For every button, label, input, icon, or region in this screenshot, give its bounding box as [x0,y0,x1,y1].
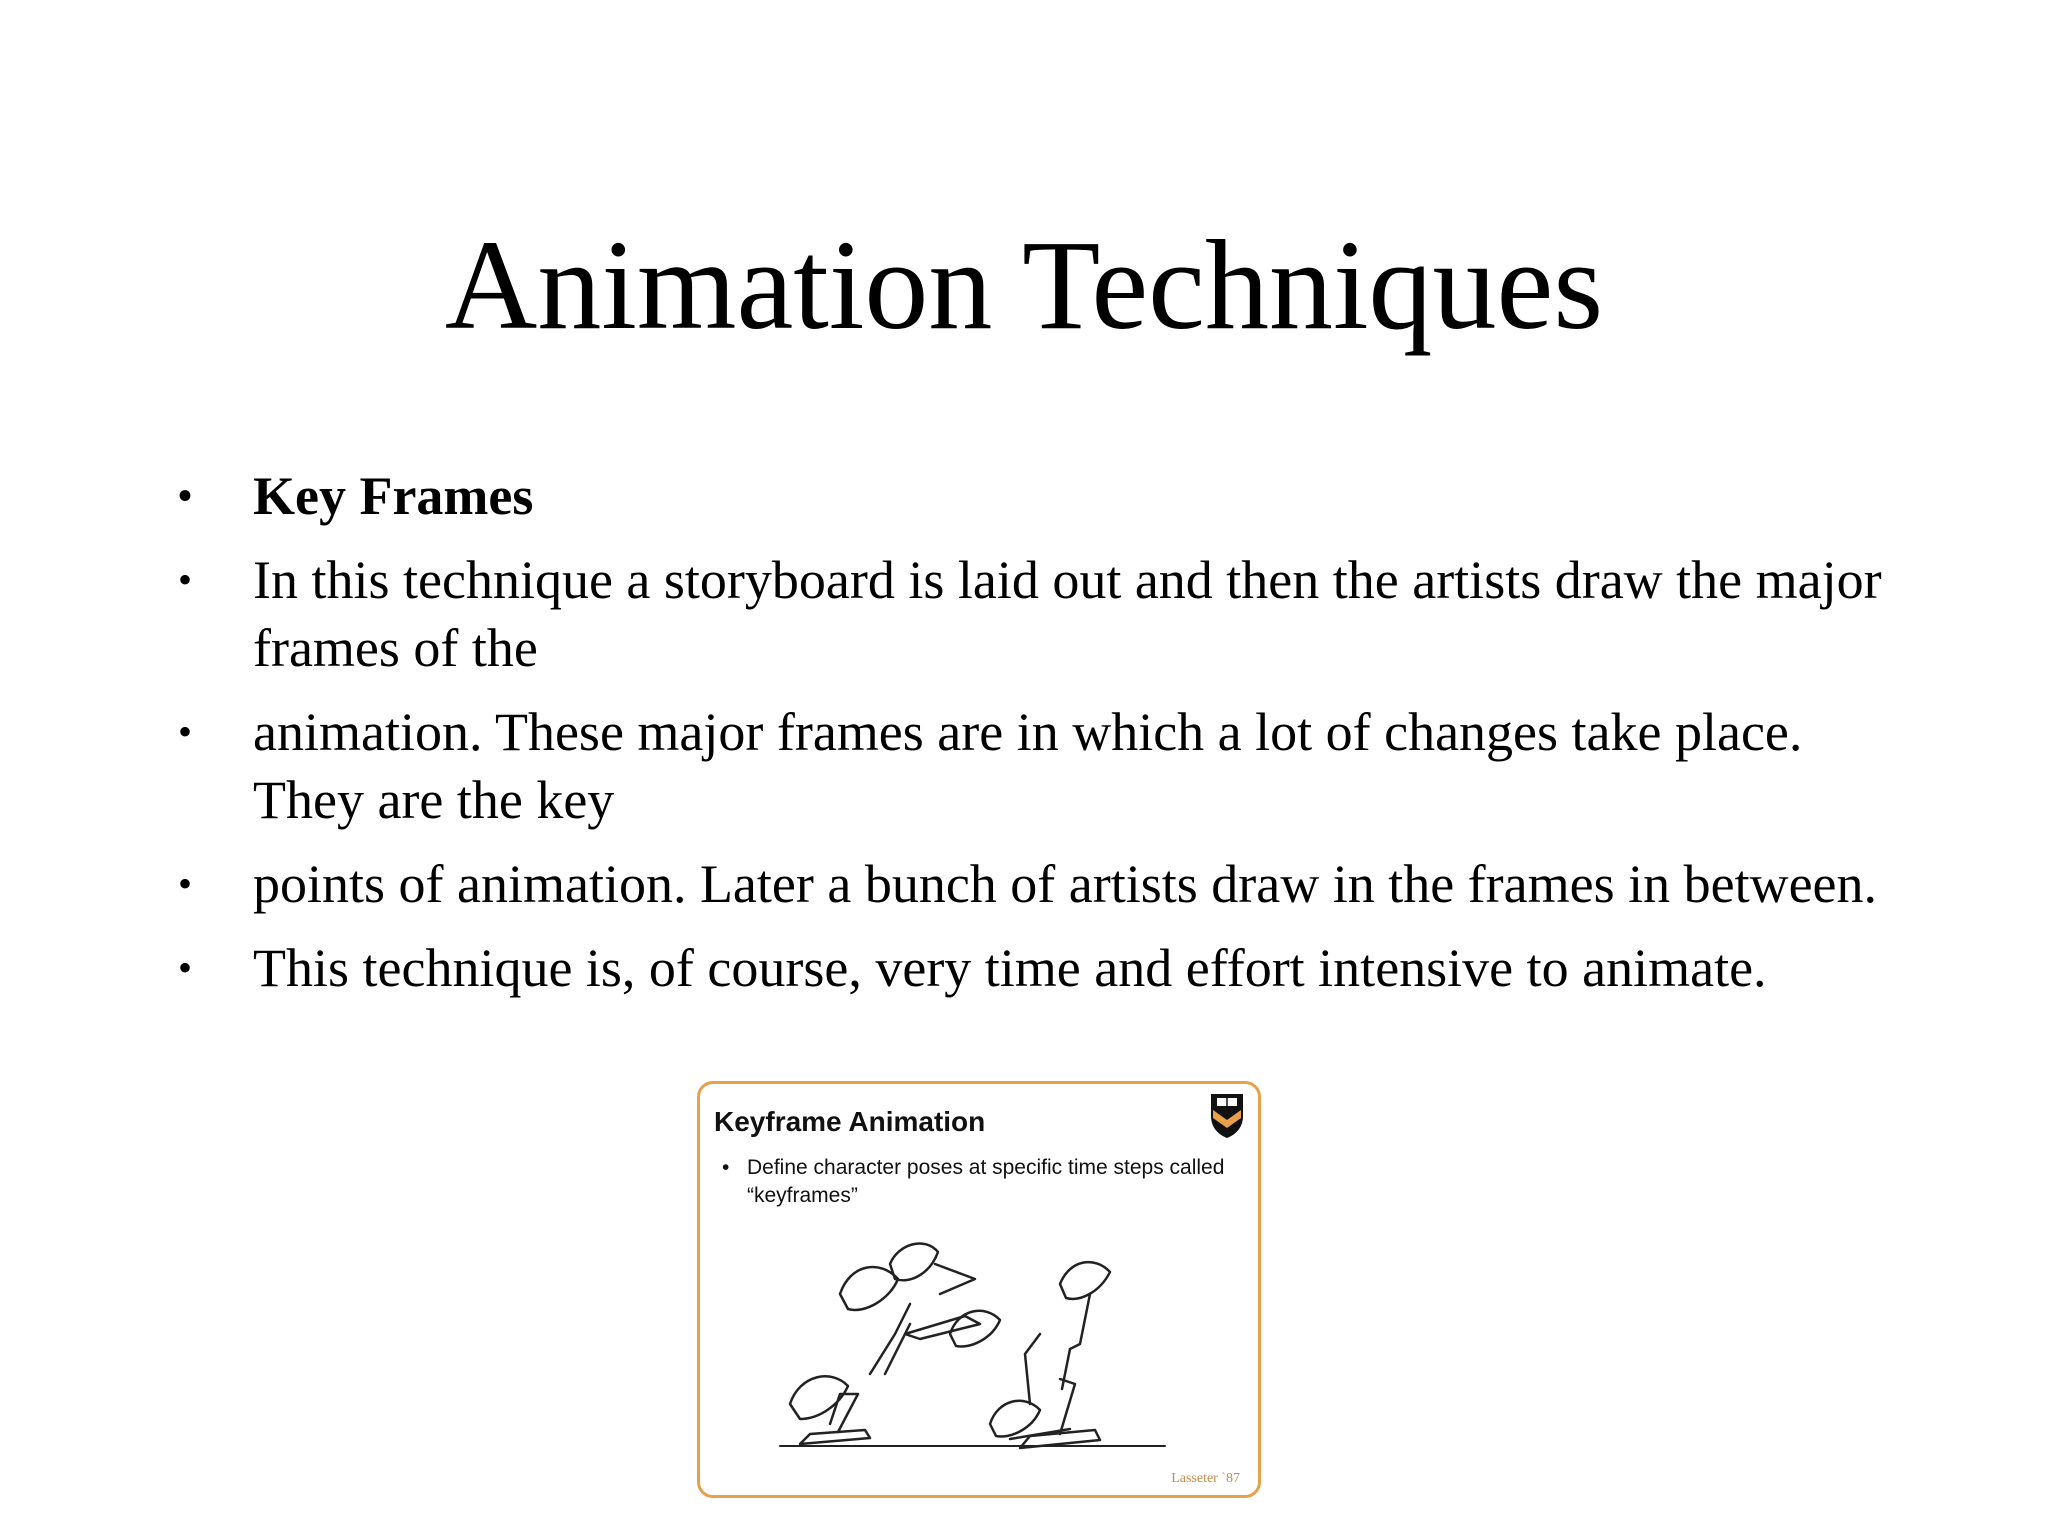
inset-bullet-text: Define character poses at specific time steps called “keyframes” [747,1156,1225,1207]
bullet-icon: • [178,709,193,754]
bullet-icon: • [178,557,193,602]
lamp-pose-icon [790,1376,870,1444]
princeton-crest-icon [1208,1090,1246,1140]
keyframe-animation-image [697,1081,1261,1498]
bullet-icon: • [178,861,193,906]
inset-title: Keyframe Animation [714,1106,986,1137]
lamp-pose-icon [840,1267,910,1374]
luxo-lamp-keyframes-illustration [770,1224,1190,1464]
bullet-icon: • [178,473,193,518]
bullet-item [170,698,1890,834]
bullet-item [170,462,1890,530]
bullet-list [170,462,1890,1018]
bullet-text: Key Frames [253,466,534,526]
inset-bullet [722,1154,1227,1210]
lamp-pose-icon [890,1243,980,1339]
bullet-text: This technique is, of course, very time and effort intensive to animate. [253,938,1767,998]
bullet-text: points of animation. Later a bunch of artists draw in the frames in between. [253,854,1878,914]
slide-title: Animation Techniques [444,214,1604,356]
image-credit: Lasseter `87 [1171,1471,1240,1486]
lamp-pose-icon [990,1334,1070,1439]
bullet-icon: • [722,1156,730,1179]
bullet-item [170,546,1890,682]
bullet-icon: • [178,945,193,990]
lamp-pose-icon [1060,1262,1110,1389]
bullet-item [170,934,1890,1002]
bullet-item [170,850,1890,918]
bullet-text: animation. These major frames are in which a lot of changes take place. They are the key [253,702,1803,830]
bullet-text: In this technique a storyboard is laid out and then the artists draw the major frames of the [253,550,1882,678]
